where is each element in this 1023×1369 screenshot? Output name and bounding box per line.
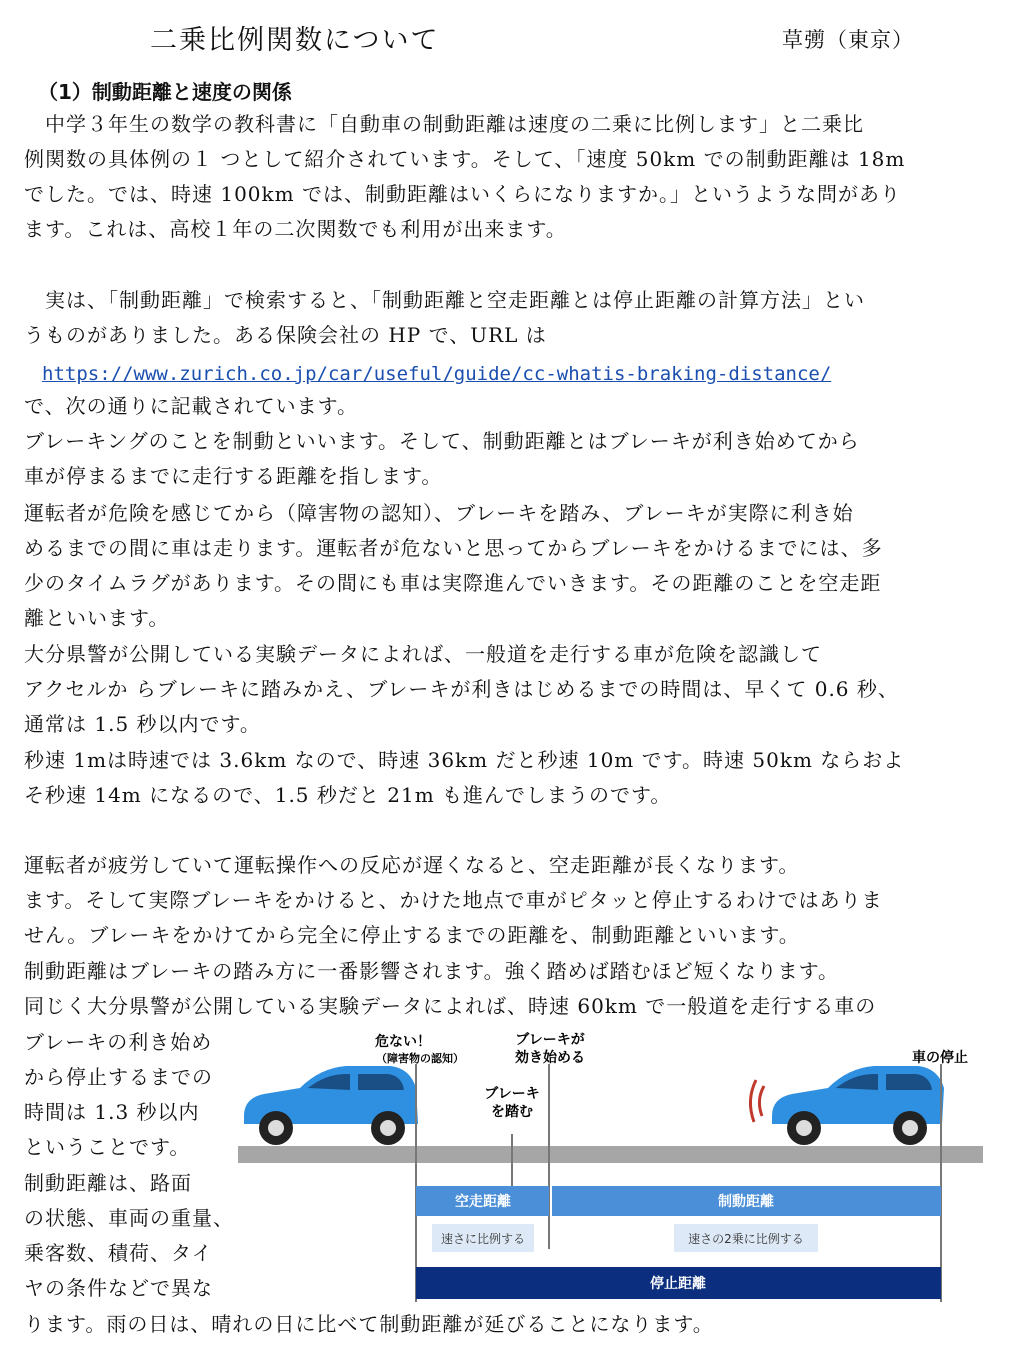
text-line: 乗客数、積荷、タイ <box>24 1241 213 1265</box>
section-heading: （1）制動距離と速度の関係 <box>38 80 292 104</box>
text-line: 時間は 1.3 秒以内 <box>24 1100 200 1124</box>
bar-free-running-label: 空走距離 <box>455 1194 511 1210</box>
text-line: 大分県警が公開している実験データによれば、一般道を走行する車が危険を認識して <box>24 642 822 666</box>
label-stop: 車の停止 <box>912 1050 968 1066</box>
url-link[interactable] <box>42 356 831 392</box>
url-link-text[interactable]: https://www.zurich.co.jp/car/useful/guide/cc-whatis-braking-distance/ <box>42 363 832 385</box>
text-line: ブレーキングのことを制動といいます。そして、制動距離とはブレーキが利き始めてから <box>24 429 860 453</box>
text-line: ブレーキの利き始め <box>24 1030 213 1054</box>
text-line: 制動距離は、路面 <box>24 1171 192 1195</box>
text-line: せん。ブレーキをかけてから完全に停止するまでの距離を、制動距離といいます。 <box>24 923 800 947</box>
road <box>238 1146 983 1163</box>
text-line: ります。雨の日は、晴れの日に比べて制動距離が延びることになります。 <box>24 1312 714 1336</box>
text-line: 同じく大分県警が公開している実験データによれば、時速 60km で一般道を走行する車の <box>24 994 877 1018</box>
text-line: 制動距離はブレーキの踏み方に一番影響されます。強く踏めば踏むほど短くなります。 <box>24 959 839 983</box>
text-line: 例関数の具体例の１ つとして紹介されています。そして、「速度 50km での制動距離は 18m <box>24 147 906 171</box>
bar-stopping-label: 停止距離 <box>650 1276 706 1292</box>
label-brake-press: ブレーキ <box>484 1086 540 1102</box>
text-line: の状態、車両の重量、 <box>24 1206 234 1230</box>
text-line: 中学３年生の数学の教科書に「自動車の制動距離は速度の二乗に比例します」と二乗比 <box>24 112 864 136</box>
text-line: アクセルか らブレーキに踏みかえ、ブレーキが利きはじめるまでの時間は、早くて 0.6 秒、 <box>24 677 899 701</box>
text-line: 通常は 1.5 秒以内です。 <box>24 712 261 736</box>
document-title: 二乗比例関数について <box>150 25 440 56</box>
note-free-running: 速さに比例する <box>440 1232 526 1246</box>
text-line: うものがありました。ある保険会社の HP で、URL は <box>24 323 547 347</box>
stopping-distance-diagram <box>238 1024 983 1306</box>
text-line: 実は、「制動距離」で検索すると、「制動距離と空走距離とは停止距離の計算方法」とい <box>24 288 865 312</box>
text-line: ます。これは、高校１年の二次関数でも利用が出来ます。 <box>24 217 567 241</box>
car-right-icon <box>750 1066 944 1145</box>
text-line: ヤの条件などで異な <box>24 1276 213 1300</box>
text-line: でした。では、時速 100km では、制動距離はいくらになりますか。」というような問があり <box>24 182 901 206</box>
note-braking: 速さの2乗に比例する <box>688 1232 804 1246</box>
document-author: 草彅（東京） <box>782 28 914 52</box>
car-left-icon <box>244 1066 418 1145</box>
text-line: 秒速 1mは時速では 3.6km なので、時速 36km だと秒速 10m です。時速 50km ならおよ <box>24 748 905 772</box>
text-line: 運転者が危険を感じてから（障害物の認知）、ブレーキを踏み、ブレーキが実際に利き始 <box>24 501 854 525</box>
text-line: そ秒速 14m になるので、1.5 秒だと 21m も進んでしまうのです。 <box>24 783 672 807</box>
label-danger-sub: （障害物の認知） <box>376 1052 464 1065</box>
text-line: めるまでの間に車は走ります。運転者が危ないと思ってからブレーキをかけるまでには、多 <box>24 536 883 560</box>
text-line: で、次の通りに記載されています。 <box>24 394 358 418</box>
text-line: 車が停まるまでに走行する距離を指します。 <box>24 464 443 488</box>
label-brake-effect: 効き始める <box>515 1050 585 1066</box>
text-line: ということです。 <box>24 1135 191 1159</box>
text-line: から停止するまでの <box>24 1065 213 1089</box>
bar-braking-label: 制動距離 <box>718 1194 774 1210</box>
label-brake-press: を踏む <box>491 1104 533 1120</box>
label-danger: 危ない！ <box>375 1034 431 1050</box>
text-line: ます。そして実際ブレーキをかけると、かけた地点で車がピタッと停止するわけではありま <box>24 888 883 912</box>
text-line: 離といいます。 <box>24 606 170 630</box>
label-brake-effect: ブレーキが <box>515 1032 585 1048</box>
text-line: 少のタイムラグがあります。その間にも車は実際進んでいきます。その距離のことを空走距 <box>24 571 882 595</box>
text-line: 運転者が疲労していて運転操作への反応が遅くなると、空走距離が長くなります。 <box>24 853 800 877</box>
